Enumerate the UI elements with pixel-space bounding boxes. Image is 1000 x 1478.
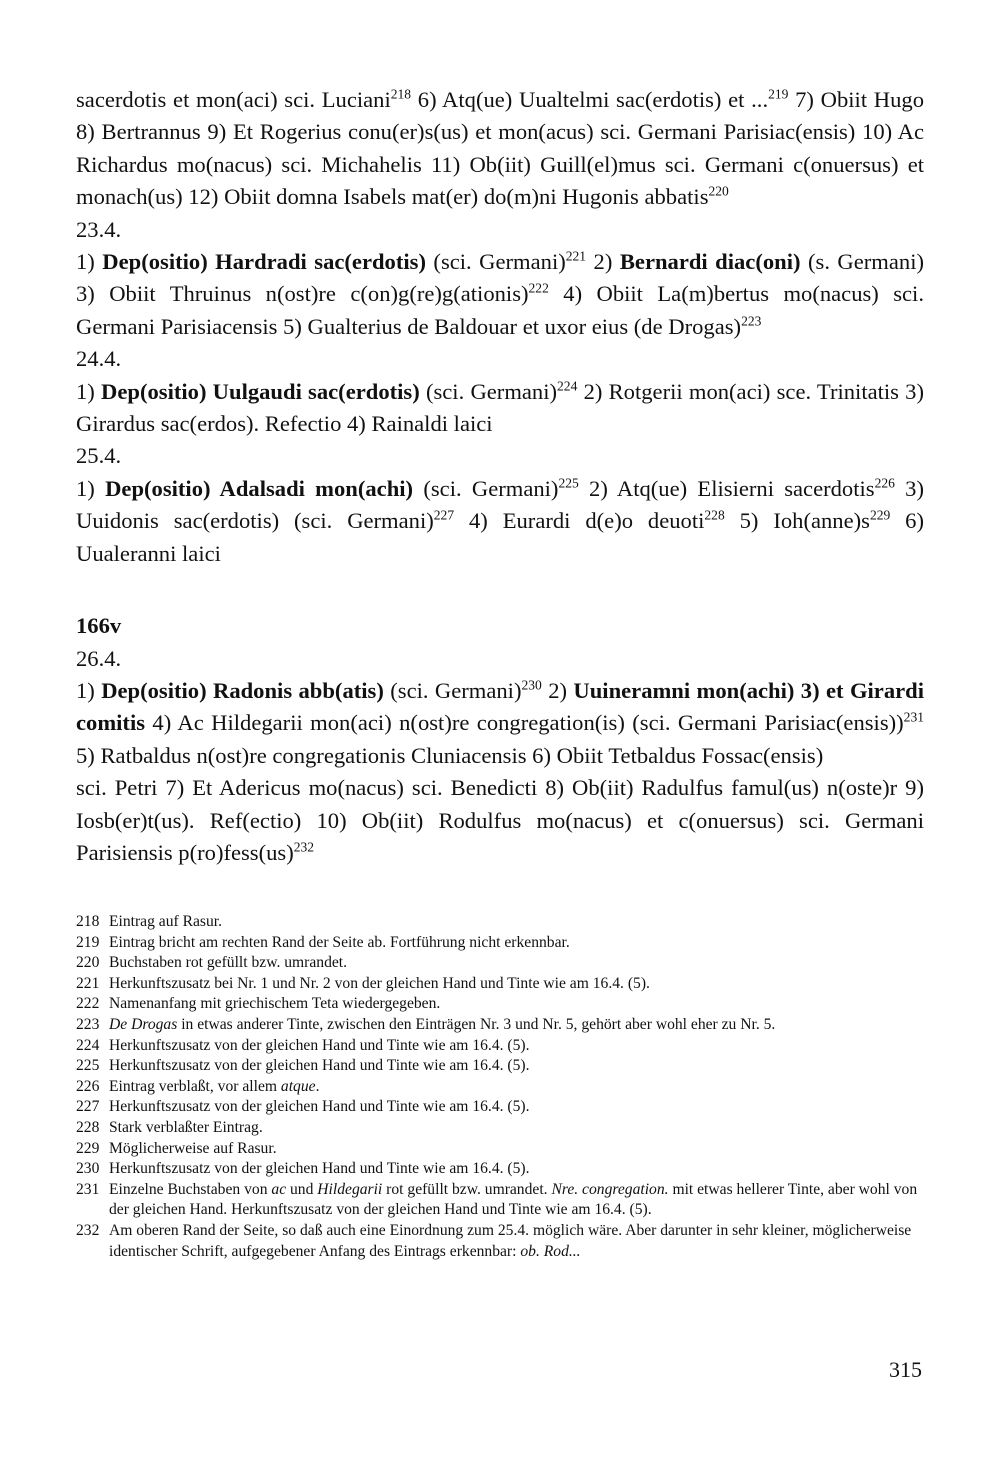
date-heading: 24.4. (76, 346, 122, 372)
footnote (76, 974, 926, 995)
footnote-number: 219 (76, 933, 100, 951)
entry-paragraph: 1) Dep(ositio) Radonis abb(atis) (sci. Germani)$^{230}$ 2) Uuineramni mon(achi) 3) et Girardi comitis 4) Ac Hildegarii mon(aci) n(ost)re congregation(is) (sci. Germani Parisiac(ensis))$^{231}$ 5) Ratbaldus n(ost)re congregationis Cluniacensis 6) Obiit Tetbaldus Fossac(ensis) (76, 677, 924, 768)
footnote-number: 224 (76, 1036, 100, 1054)
footnote (76, 1077, 926, 1098)
footnote-text: Eintrag bricht am rechten Rand der Seite ab. Fortführung nicht erkennbar. (109, 933, 570, 951)
footnote-number: 225 (76, 1057, 100, 1075)
date-heading: 25.4. (76, 443, 122, 469)
footnote-text: Herkunftszusatz von der gleichen Hand und Tinte wie am 16.4. (5). (109, 1036, 530, 1054)
footnote-number: 230 (76, 1160, 100, 1178)
main-text (76, 84, 924, 869)
footnote (76, 933, 926, 954)
footnote-text: Am oberen Rand der Seite, so daß auch eine Einordnung zum 25.4. möglich wäre. Aber darunter in sehr kleiner, möglicherweise identischer Schrift, aufgegebener Anfang des Eintrags erkennbar: ob. Rod... (109, 1221, 912, 1260)
footnote-text: Herkunftszusatz von der gleichen Hand und Tinte wie am 16.4. (5). (109, 1098, 530, 1116)
footnote-number: 221 (76, 974, 100, 992)
footnote-number: 222 (76, 995, 100, 1013)
footnote-number: 231 (76, 1180, 100, 1198)
footnote-text: Herkunftszusatz von der gleichen Hand und Tinte wie am 16.4. (5). (109, 1160, 530, 1178)
footnote-text: Herkunftszusatz von der gleichen Hand und Tinte wie am 16.4. (5). (109, 1057, 530, 1075)
footnote (76, 1139, 926, 1160)
entry-paragraph: 1) Dep(ositio) Uulgaudi sac(erdotis) (sci. Germani)$^{224}$ 2) Rotgerii mon(aci) sce. Trinitatis 3) Girardus sac(erdos). Refectio 4) Rainaldi laici (76, 378, 925, 437)
entry-paragraph: sacerdotis et mon(aci) sci. Luciani$^{218}$ 6) Atq(ue) Uualtelmi sac(erdotis) et ...$^{219}$ 7) Obiit Hugo 8) Bertrannus 9) Et Rogerius conu(er)s(us) et mon(acus) sci. Germani Parisiac(ensis) 10) Ac Richardus mo(nacus) sci. Michahelis 11) Ob(iit) Guill(el)mus sci. Germani c(onuersus) et monach(us) 12) Obiit domna Isabels mat(er) do(m)ni Hugonis abbatis$^{220}$ (76, 86, 925, 210)
folio-heading: 166v (76, 613, 122, 639)
footnote-text: Einzelne Buchstaben von ac und Hildegarii rot gefüllt bzw. umrandet. Nre. congregation. mit etwas hellerer Tinte, aber wohl von der gleichen Hand. Herkunftszusatz von der gleichen Hand und Tinte wie am 16.4. (5). (109, 1180, 918, 1219)
footnote (76, 1097, 926, 1118)
spacer (76, 570, 924, 610)
footnote (76, 1118, 926, 1139)
footnote-number: 229 (76, 1139, 100, 1157)
footnote-number: 226 (76, 1077, 100, 1095)
footnote-text: Eintrag auf Rasur. (109, 913, 223, 930)
footnote (76, 1056, 926, 1077)
page-number: 315 (889, 1357, 922, 1382)
footnote-text: Möglicherweise auf Rasur. (109, 1139, 277, 1157)
footnote (76, 1036, 926, 1057)
footnote (76, 1221, 926, 1262)
footnote (76, 1180, 926, 1221)
footnote-text: Herkunftszusatz bei Nr. 1 und Nr. 2 von der gleichen Hand und Tinte wie am 16.4. (5). (109, 974, 650, 992)
date-heading: 26.4. (76, 645, 122, 671)
footnote-number: 227 (76, 1098, 100, 1116)
footnote (76, 994, 926, 1015)
footnote (76, 953, 926, 974)
footnote-text: Buchstaben rot gefüllt bzw. umrandet. (109, 954, 348, 972)
footnote (76, 912, 926, 933)
footnote-text: Eintrag verblaßt, vor allem atque. (109, 1077, 320, 1095)
entry-paragraph: 1) Dep(ositio) Hardradi sac(erdotis) (sci. Germani)$^{221}$ 2) Bernardi diac(oni) (s. Germani) 3) Obiit Thruinus n(ost)re c(on)g(re)g(ationis)$^{222}$ 4) Obiit La(m)bertus mo(nacus) sci. Germani Parisiacensis 5) Gualterius de Baldouar et uxor eius (de Drogas)$^{223}$ (76, 248, 924, 339)
footnote-text: Namenanfang mit griechischem Teta wiedergegeben. (109, 995, 441, 1013)
footnote-number: 223 (76, 1015, 100, 1033)
footnote-text: De Drogas in etwas anderer Tinte, zwischen den Einträgen Nr. 3 und Nr. 5, gehört aber wohl eher zu Nr. 5. (109, 1015, 776, 1033)
entry-paragraph: sci. Petri 7) Et Adericus mo(nacus) sci. Benedicti 8) Ob(iit) Radulfus famul(us) n(oste)r 9) Iosb(er)t(us). Ref(ectio) 10) Ob(iit) Rodulfus mo(nacus) et c(onuersus) sci. Germani Parisiensis p(ro)fess(us)$^{232}$ (76, 775, 924, 865)
footnote-number: 218 (76, 913, 100, 930)
footnote-number: 220 (76, 954, 100, 972)
footnote-number: 232 (76, 1221, 100, 1239)
footnote (76, 1159, 926, 1180)
entry-paragraph: 1) Dep(ositio) Adalsadi mon(achi) (sci. Germani)$^{225}$ 2) Atq(ue) Elisierni sacerdotis$^{226}$ 3) Uuidonis sac(erdotis) (sci. Germani)$^{227}$ 4) Eurardi d(e)o deuoti$^{228}$ 5) $Ioh(anne)s^{229}$ 6) Uualeranni laici (76, 475, 924, 566)
footnotes (76, 912, 926, 1262)
date-heading: 23.4. (76, 216, 122, 242)
footnote (76, 1015, 926, 1036)
footnote-text: Stark verblaßter Eintrag. (109, 1118, 263, 1136)
footnote-number: 228 (76, 1118, 100, 1136)
